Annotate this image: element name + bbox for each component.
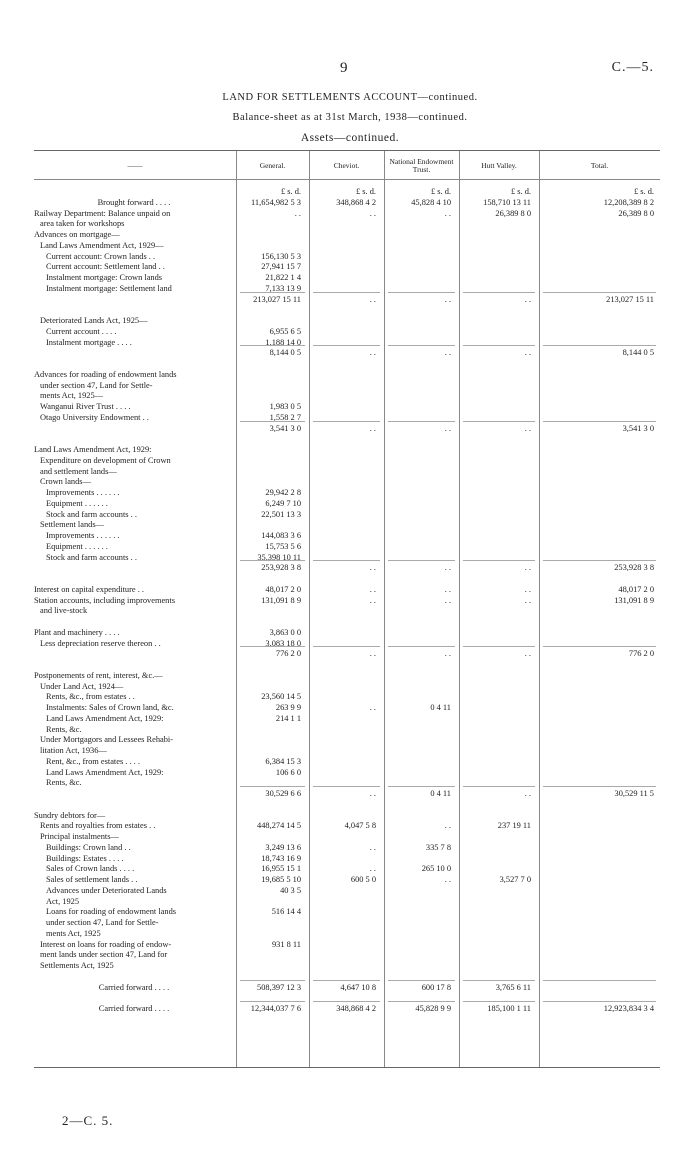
amount-cell: 11,654,982 5 3 [251, 197, 301, 207]
amount-cell: 6,955 6 5 [269, 326, 301, 336]
row-description: Under Mortgagors and Lessees Rehabi- [40, 735, 174, 745]
amount-cell: 45,828 9 9 [415, 1004, 451, 1013]
amount-cell: . . [369, 595, 376, 605]
row-description: Sundry debtors for— [34, 810, 106, 820]
amount-cell: . . [369, 649, 376, 659]
row-description: Land Laws Amendment Act, 1929— [40, 240, 164, 250]
table-row [34, 359, 660, 369]
subtotal-rule [313, 345, 380, 346]
table-row [34, 746, 660, 756]
row-description: and settlement lands— [40, 466, 117, 476]
subtotal-rule [543, 1001, 656, 1002]
row-description: ments Act, 1925 [46, 928, 101, 938]
amount-cell: 131,091 8 9 [614, 595, 654, 605]
amount-cell: . . [444, 595, 451, 605]
subtotal-rule [463, 786, 535, 787]
amount-cell: £ s. d. [633, 187, 654, 196]
row-description: Land Laws Amendment Act, 1929: [46, 713, 164, 723]
table-row [34, 574, 660, 584]
table-row [34, 348, 660, 358]
column-header-general: General. [259, 161, 286, 170]
amount-cell: . . [524, 584, 531, 594]
amount-cell: . . [444, 649, 451, 659]
amount-cell: . . [369, 864, 376, 874]
row-description: Sales of settlement lands . . [46, 875, 138, 884]
row-description: Less depreciation reserve thereon . . [40, 638, 161, 648]
amount-cell: 3,863 0 0 [269, 627, 301, 637]
row-description: Equipment . . . . . . [46, 498, 108, 508]
row-description: Postponements of rent, interest, &c.— [34, 670, 163, 680]
table-row [34, 273, 660, 283]
column-header-national-endowment-trust: National Endowment Trust. [389, 157, 454, 174]
row-description: Improvements . . . . . . [46, 488, 120, 497]
table-row [34, 1004, 660, 1014]
amount-cell: 131,091 8 9 [261, 595, 301, 605]
amount-cell: 29,942 2 8 [265, 488, 301, 497]
section-heading: Assets—continued. [300, 132, 400, 144]
table-row [34, 252, 660, 262]
row-description: Rent, &c., from estates . . . . [46, 756, 140, 766]
row-description: litation Act, 1936— [40, 746, 107, 755]
amount-cell: . . [444, 423, 451, 433]
table-row [34, 585, 660, 595]
subtotal-rule [463, 421, 535, 422]
amount-cell: 12,344,037 7 6 [250, 1004, 301, 1013]
amount-cell: 7,133 13 9 [265, 283, 301, 293]
amount-cell: 213,027 15 11 [606, 294, 654, 304]
table-row [34, 499, 660, 509]
amount-cell: 3,249 13 6 [265, 842, 301, 852]
table-row [34, 940, 660, 950]
amount-cell: 23,560 14 5 [261, 692, 301, 702]
row-description: Brought forward . . . . [97, 197, 171, 207]
amount-cell: 0 4 11 [430, 703, 451, 712]
row-description: Settlement lands— [40, 520, 104, 530]
amount-cell: £ s. d. [355, 187, 376, 196]
amount-cell: . . [369, 563, 376, 573]
row-description: Current account . . . . [46, 326, 117, 336]
amount-cell: . . [369, 584, 376, 594]
row-description: Rents, &c., from estates . . [46, 692, 135, 702]
table-row [34, 660, 660, 670]
amount-cell: 3,541 3 0 [269, 423, 301, 433]
amount-cell: 15,753 5 6 [265, 541, 301, 551]
amount-cell: 0 4 11 [430, 789, 451, 798]
amount-cell: 19,685 5 10 [261, 875, 301, 884]
table-row [34, 832, 660, 842]
table-row [34, 671, 660, 681]
row-description: Interest on capital expenditure . . [34, 584, 144, 594]
document-subtitle: Balance-sheet as at 31st March, 1938—continued. [232, 112, 468, 123]
table-row [34, 467, 660, 477]
table-row [34, 692, 660, 702]
row-description: Sales of Crown lands . . . . [46, 864, 135, 874]
table-row [34, 617, 660, 627]
amount-cell: . . [524, 294, 531, 304]
table-row [34, 811, 660, 821]
amount-cell: 448,274 14 5 [257, 821, 301, 831]
table-row [34, 510, 660, 520]
subtotal-rule [388, 1001, 455, 1002]
row-description: Wanganui River Trust . . . . [40, 402, 131, 411]
amount-cell: 18,743 16 9 [261, 853, 301, 863]
row-description: Otago University Endowment . . [40, 412, 149, 422]
amount-cell: 8,144 0 5 [622, 348, 654, 358]
row-description: under section 47, Land for Settle- [46, 918, 159, 927]
amount-cell: 21,822 1 4 [265, 273, 301, 282]
row-description: Advances on mortgage— [34, 230, 120, 239]
amount-cell: 185,100 1 11 [487, 1004, 531, 1013]
amount-cell: . . [524, 649, 531, 659]
amount-cell: 253,928 3 8 [614, 563, 654, 573]
row-description: area taken for workshops [40, 219, 125, 229]
amount-cell: . . [444, 294, 451, 304]
table-row [34, 757, 660, 767]
subtotal-rule [313, 1001, 380, 1002]
amount-cell: 348,868 4 2 [336, 1004, 376, 1013]
row-description: Rents and royalties from estates . . [40, 821, 156, 831]
row-description: Stock and farm accounts . . [46, 509, 137, 519]
row-description: Interest on loans for roading of endow- [40, 939, 172, 949]
table-row [34, 477, 660, 487]
row-description: and live-stock [40, 606, 88, 616]
row-description: Buildings: Estates . . . . [46, 853, 124, 863]
row-description: Crown lands— [40, 477, 91, 487]
row-description: Buildings: Crown land . . [46, 842, 131, 852]
amount-cell: 1,983 0 5 [269, 402, 301, 411]
table-row [34, 682, 660, 692]
table-row [34, 843, 660, 853]
amount-cell: 776 2 0 [628, 649, 654, 659]
amount-cell: £ s. d. [510, 187, 531, 196]
amount-cell: 931 8 11 [271, 939, 301, 949]
table-row [34, 456, 660, 466]
amount-cell: . . [524, 595, 531, 605]
subtotal-rule [388, 292, 455, 293]
table-row [34, 531, 660, 541]
amount-cell: £ s. d. [280, 187, 301, 196]
subtotal-rule [240, 786, 305, 787]
row-description: Carried forward . . . . [98, 982, 170, 992]
row-description: Land Laws Amendment Act, 1929: [46, 767, 164, 777]
amount-cell: 6,384 15 3 [265, 756, 301, 766]
row-description: Deteriorated Lands Act, 1925— [40, 316, 148, 325]
row-description: Current account: Crown lands . . [46, 251, 156, 261]
table-row [34, 649, 660, 659]
subtotal-rule [313, 786, 380, 787]
amount-cell: . . [444, 584, 451, 594]
row-description: Station accounts, including improvements [34, 595, 175, 605]
amount-cell: 335 7 8 [425, 842, 451, 852]
amount-cell: 40 3 5 [280, 885, 301, 895]
row-description: Advances for roading of endowment lands [34, 369, 177, 379]
row-description: Railway Department: Balance unpaid on [34, 208, 171, 218]
table-row [34, 445, 660, 455]
row-description: under section 47, Land for Settle- [40, 380, 153, 390]
table-row [34, 370, 660, 380]
table-row [34, 424, 660, 434]
amount-cell: . . [444, 563, 451, 573]
amount-cell: 213,027 15 11 [253, 294, 301, 304]
table-row [34, 821, 660, 831]
document-reference: C.—5. [611, 60, 654, 75]
amount-cell: 237 19 11 [497, 821, 531, 831]
subtotal-rule [543, 646, 656, 647]
table-row [34, 230, 660, 240]
row-description: Carried forward . . . . [98, 1004, 170, 1013]
amount-cell: 106 6 0 [275, 767, 301, 777]
row-description: Plant and machinery . . . . [34, 627, 120, 637]
subtotal-rule [543, 786, 656, 787]
amount-cell: 26,389 8 0 [618, 208, 654, 218]
row-description: Rents, &c. [46, 778, 82, 788]
table-row [34, 735, 660, 745]
subtotal-rule [463, 980, 535, 981]
table-row [34, 875, 660, 885]
amount-cell: 1,188 14 0 [265, 337, 301, 347]
amount-cell: 48,017 2 0 [265, 584, 301, 594]
amount-cell: 48,017 2 0 [618, 584, 654, 594]
row-description: Instalment mortgage: Crown lands [46, 273, 163, 282]
table-row [34, 800, 660, 810]
amount-cell: 600 5 0 [350, 875, 376, 884]
table-row [34, 305, 660, 315]
amount-cell: 263 9 9 [275, 703, 301, 712]
amount-cell: 348,868 4 2 [336, 197, 376, 207]
column-header-cheviot: Cheviot. [333, 161, 360, 170]
amount-cell: . . [524, 348, 531, 358]
table-row [34, 488, 660, 498]
table-row [34, 295, 660, 305]
subtotal-rule [463, 646, 535, 647]
amount-cell: 516 14 4 [271, 907, 301, 917]
table-row [34, 907, 660, 917]
amount-cell: . . [444, 875, 451, 884]
subtotal-rule [463, 560, 535, 561]
amount-cell: 156,130 5 3 [261, 251, 301, 261]
table-row [34, 542, 660, 552]
amount-cell: . . [369, 789, 376, 798]
amount-cell: 1,558 2 7 [269, 412, 301, 422]
row-description: Instalment mortgage: Settlement land [46, 283, 172, 293]
table-row [34, 918, 660, 928]
amount-cell: 4,647 10 8 [340, 982, 376, 992]
amount-cell: 45,828 4 10 [411, 197, 451, 207]
page-footer: 2—C. 5. [62, 1113, 114, 1128]
column-header-hutt-valley: Hutt Valley. [481, 161, 517, 170]
amount-cell: . . [369, 703, 376, 712]
table-row [34, 628, 660, 638]
amount-cell: . . [524, 423, 531, 433]
balance-sheet-table [34, 150, 660, 1068]
amount-cell: . . [524, 563, 531, 573]
amount-cell: 600 17 8 [421, 982, 451, 992]
table-row [34, 854, 660, 864]
row-description: ments Act, 1925— [40, 391, 104, 401]
table-row [34, 725, 660, 735]
amount-cell: 8,144 0 5 [269, 348, 301, 358]
table-row [34, 768, 660, 778]
amount-cell: . . [369, 294, 376, 304]
table-row [34, 327, 660, 337]
table-row [34, 520, 660, 530]
amount-cell: 776 2 0 [275, 649, 301, 659]
subtotal-rule [313, 560, 380, 561]
amount-cell: 35,398 10 11 [257, 552, 301, 562]
table-row [34, 219, 660, 229]
amount-cell: 3,541 3 0 [622, 423, 654, 433]
subtotal-rule [388, 421, 455, 422]
amount-cell: 265 10 0 [421, 864, 451, 874]
subtotal-rule [240, 646, 305, 647]
amount-cell: 3,527 7 0 [499, 875, 531, 884]
subtotal-rule [313, 980, 380, 981]
table-row [34, 961, 660, 971]
row-description: Settlements Act, 1925 [40, 961, 114, 970]
amount-cell: . . [294, 208, 301, 218]
subtotal-rule [240, 345, 305, 346]
row-description: Rents, &c. [46, 724, 82, 734]
subtotal-rule [543, 421, 656, 422]
row-description: ment lands under section 47, Land for [40, 950, 168, 960]
subtotal-rule [463, 1001, 535, 1002]
amount-cell: 22,501 13 3 [261, 509, 301, 519]
subtotal-rule [543, 345, 656, 346]
row-description: Advances under Deteriorated Lands [46, 885, 167, 895]
subtotal-rule [240, 560, 305, 561]
subtotal-rule [463, 292, 535, 293]
document-title: LAND FOR SETTLEMENTS ACCOUNT—continued. [222, 92, 478, 103]
table-row [34, 983, 660, 993]
row-description: Equipment . . . . . . [46, 541, 108, 551]
table-row [34, 789, 660, 799]
table-row [34, 198, 660, 208]
table-row [34, 434, 660, 444]
amount-cell: . . [369, 348, 376, 358]
subtotal-rule [463, 345, 535, 346]
row-description: Instalments: Sales of Crown land, &c. [46, 703, 174, 712]
subtotal-rule [313, 421, 380, 422]
row-description: Current account: Settlement land . . [46, 262, 165, 272]
amount-cell: . . [444, 348, 451, 358]
table-row [34, 596, 660, 606]
subtotal-rule [388, 786, 455, 787]
amount-cell: 214 1 1 [275, 713, 301, 723]
amount-cell: 4,047 5 8 [344, 821, 376, 831]
row-description: Loans for roading of endowment lands [46, 907, 177, 917]
amount-cell: 26,389 8 0 [495, 208, 531, 218]
amount-cell: 3,765 6 11 [495, 982, 531, 992]
row-description: Improvements . . . . . . [46, 531, 120, 540]
row-description: Act, 1925 [46, 896, 80, 906]
amount-cell: 144,083 3 6 [261, 531, 301, 540]
table-row [34, 391, 660, 401]
row-description: Instalment mortgage . . . . [46, 337, 132, 347]
amount-cell: 30,529 11 5 [614, 789, 654, 798]
subtotal-rule [240, 421, 305, 422]
table-row [34, 714, 660, 724]
page-number: 9 [340, 60, 348, 76]
table-row [34, 563, 660, 573]
amount-cell: . . [444, 208, 451, 218]
table-row [34, 606, 660, 616]
subtotal-rule [543, 560, 656, 561]
subtotal-rule [388, 980, 455, 981]
table-row [34, 187, 660, 197]
table-row [34, 886, 660, 896]
column-header-description: —— [127, 161, 143, 170]
amount-cell: 3,083 18 0 [265, 638, 301, 648]
row-description: Expenditure on development of Crown [40, 455, 171, 465]
table-row [34, 703, 660, 713]
subtotal-rule [240, 292, 305, 293]
column-header-total: Total. [590, 161, 609, 170]
row-description: Stock and farm accounts . . [46, 552, 137, 562]
amount-cell: 508,397 12 3 [257, 982, 301, 992]
row-description: Principal instalments— [40, 832, 119, 841]
header-rule [34, 179, 660, 180]
amount-cell: £ s. d. [430, 187, 451, 196]
amount-cell: 16,955 15 1 [261, 864, 301, 874]
amount-cell: . . [369, 423, 376, 433]
table-row [34, 929, 660, 939]
subtotal-rule [388, 345, 455, 346]
amount-cell: 12,923,834 3 4 [603, 1004, 654, 1013]
amount-cell: 253,928 3 8 [261, 563, 301, 573]
subtotal-rule [240, 1001, 305, 1002]
table-row [34, 381, 660, 391]
table-row [34, 241, 660, 251]
table-row [34, 402, 660, 412]
amount-cell: . . [444, 821, 451, 831]
amount-cell: 12,208,389 8 2 [603, 197, 654, 207]
subtotal-rule [313, 292, 380, 293]
amount-cell: 158,710 13 11 [483, 197, 531, 207]
amount-cell: . . [524, 789, 531, 798]
table-row [34, 950, 660, 960]
table-row [34, 897, 660, 907]
amount-cell: 27,941 15 7 [261, 262, 301, 272]
row-description: Under Land Act, 1924— [40, 681, 124, 691]
subtotal-rule [240, 980, 305, 981]
subtotal-rule [313, 646, 380, 647]
subtotal-rule [388, 560, 455, 561]
amount-cell: 30,529 6 6 [265, 789, 301, 798]
subtotal-rule [388, 646, 455, 647]
table-row [34, 316, 660, 326]
subtotal-rule [543, 980, 656, 981]
subtotal-rule [543, 292, 656, 293]
amount-cell: . . [369, 842, 376, 852]
table-row [34, 209, 660, 219]
table-row [34, 262, 660, 272]
table-row [34, 864, 660, 874]
amount-cell: . . [369, 208, 376, 218]
row-description: Land Laws Amendment Act, 1929: [34, 445, 152, 454]
amount-cell: 6,249 7 10 [265, 498, 301, 508]
